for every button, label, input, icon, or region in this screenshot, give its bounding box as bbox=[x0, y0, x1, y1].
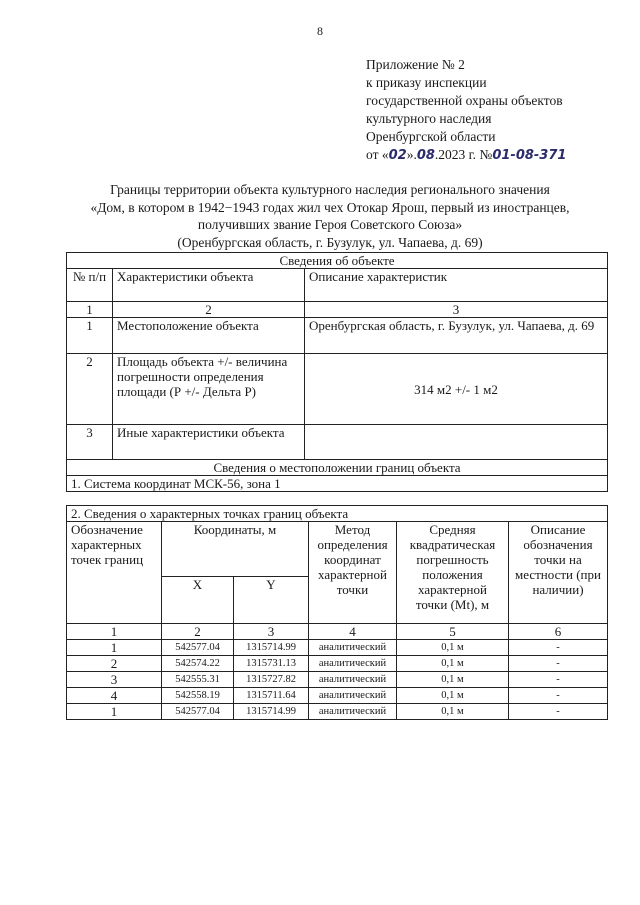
col-header-method: Метод определения координат характерной точки bbox=[309, 522, 397, 624]
row-char: Иные характеристики объекта bbox=[113, 425, 305, 460]
row-desc: Оренбургская область, г. Бузулук, ул. Чапаева, д. 69 bbox=[305, 318, 608, 354]
point-method: аналитический bbox=[309, 672, 397, 688]
object-info-table bbox=[66, 252, 608, 492]
points-header: 2. Сведения о характерных точках границ объекта bbox=[67, 506, 608, 522]
boundary-points-table bbox=[66, 505, 608, 720]
point-id: 2 bbox=[67, 656, 162, 672]
annex-date-line bbox=[366, 146, 566, 165]
point-desc: - bbox=[509, 704, 608, 720]
point-x: 542558.19 bbox=[162, 688, 234, 704]
point-id: 4 bbox=[67, 688, 162, 704]
point-method: аналитический bbox=[309, 640, 397, 656]
annex-block bbox=[366, 56, 566, 165]
point-desc: - bbox=[509, 688, 608, 704]
date-day-handwritten: 02 bbox=[388, 148, 407, 163]
col-index: 1 bbox=[67, 624, 162, 640]
point-desc: - bbox=[509, 672, 608, 688]
annex-line: государственной охраны объектов bbox=[366, 93, 563, 108]
row-char: Местоположение объекта bbox=[113, 318, 305, 354]
point-x: 542555.31 bbox=[162, 672, 234, 688]
col-header-designation: Обозначение характерных точек границ bbox=[67, 522, 162, 624]
title-address: (Оренбургская область, г. Бузулук, ул. Чапаева, д. 69) bbox=[177, 234, 483, 250]
title-line: «Дом, в котором в 1942−1943 годах жил чех Отокар Ярош, первый из иностранцев, bbox=[90, 199, 570, 215]
table-row bbox=[67, 656, 608, 672]
point-method: аналитический bbox=[309, 704, 397, 720]
col-header-num: № п/п bbox=[67, 269, 113, 302]
point-x: 542577.04 bbox=[162, 704, 234, 720]
point-desc: - bbox=[509, 640, 608, 656]
page-number: 8 bbox=[317, 24, 323, 38]
date-year: .2023 г. № bbox=[434, 147, 493, 162]
table-row bbox=[67, 704, 608, 720]
row-desc: 314 м2 +/- 1 м2 bbox=[305, 354, 608, 425]
row-char: Площадь объекта +/- величина погрешности определения площади (Р +/- Дельта Р) bbox=[113, 354, 305, 425]
date-mid: ». bbox=[406, 147, 417, 162]
col-header-char: Характеристики объекта bbox=[113, 269, 305, 302]
col-header-desc: Описание характеристик bbox=[305, 269, 608, 302]
title-line: Границы территории объекта культурного наследия регионального значения bbox=[110, 182, 550, 197]
col-index: 6 bbox=[509, 624, 608, 640]
doc-number-handwritten: 01-08-371 bbox=[492, 148, 567, 163]
table-row bbox=[67, 425, 608, 460]
point-id: 1 bbox=[67, 704, 162, 720]
table-row bbox=[67, 688, 608, 704]
col-index: 2 bbox=[113, 302, 305, 318]
col-index: 1 bbox=[67, 302, 113, 318]
row-num: 2 bbox=[67, 354, 113, 425]
point-method: аналитический bbox=[309, 656, 397, 672]
point-error: 0,1 м bbox=[397, 656, 509, 672]
row-desc bbox=[305, 425, 608, 460]
col-header-coords: Координаты, м bbox=[162, 522, 309, 577]
row-num: 3 bbox=[67, 425, 113, 460]
col-header-y: Y bbox=[234, 577, 309, 624]
annex-line: Приложение № 2 bbox=[366, 57, 465, 72]
col-header-x: X bbox=[162, 577, 234, 624]
col-index: 5 bbox=[397, 624, 509, 640]
annex-line: культурного наследия bbox=[366, 111, 492, 126]
col-header-error: Средняя квадратическая погрешность положения характерной точки (Mt), м bbox=[397, 522, 509, 624]
annex-line: к приказу инспекции bbox=[366, 75, 487, 90]
point-y: 1315731.13 bbox=[234, 656, 309, 672]
annex-line: Оренбургской области bbox=[366, 129, 496, 144]
row-num: 1 bbox=[67, 318, 113, 354]
col-index: 2 bbox=[162, 624, 234, 640]
point-y: 1315711.64 bbox=[234, 688, 309, 704]
table-row bbox=[67, 354, 608, 425]
table-row bbox=[67, 318, 608, 354]
point-desc: - bbox=[509, 656, 608, 672]
point-id: 1 bbox=[67, 640, 162, 656]
point-y: 1315714.99 bbox=[234, 704, 309, 720]
coordinate-system: 1. Система координат МСК-56, зона 1 bbox=[67, 476, 608, 492]
table-row bbox=[67, 672, 608, 688]
section-header-location: Сведения о местоположении границ объекта bbox=[67, 460, 608, 476]
col-index: 3 bbox=[234, 624, 309, 640]
title-line: получивших звание Героя Советского Союза» bbox=[197, 217, 463, 232]
date-month-handwritten: 08 bbox=[416, 148, 435, 163]
col-index: 4 bbox=[309, 624, 397, 640]
date-prefix: от « bbox=[366, 147, 389, 162]
col-header-description: Описание обозначения точки на местности (при наличии) bbox=[509, 522, 608, 624]
document-title bbox=[40, 181, 620, 251]
section-header: Сведения об объекте bbox=[67, 253, 608, 269]
table-row bbox=[67, 640, 608, 656]
point-error: 0,1 м bbox=[397, 640, 509, 656]
point-x: 542574.22 bbox=[162, 656, 234, 672]
point-method: аналитический bbox=[309, 688, 397, 704]
point-error: 0,1 м bbox=[397, 704, 509, 720]
point-y: 1315714.99 bbox=[234, 640, 309, 656]
point-x: 542577.04 bbox=[162, 640, 234, 656]
col-index: 3 bbox=[305, 302, 608, 318]
point-y: 1315727.82 bbox=[234, 672, 309, 688]
point-error: 0,1 м bbox=[397, 688, 509, 704]
point-id: 3 bbox=[67, 672, 162, 688]
point-error: 0,1 м bbox=[397, 672, 509, 688]
